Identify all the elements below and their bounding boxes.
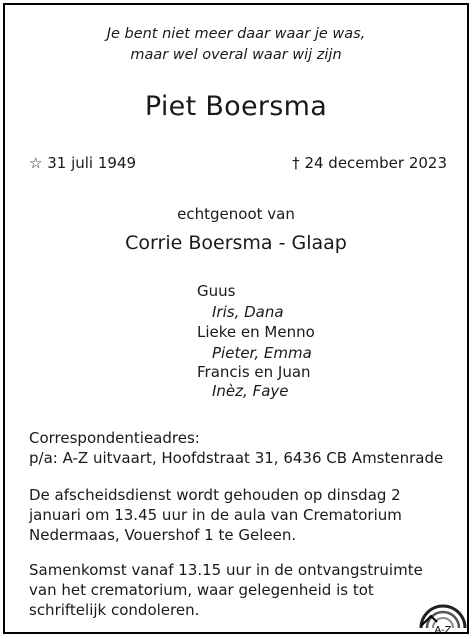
children-name: Francis en Juan [197, 363, 311, 381]
obituary-card [3, 3, 469, 634]
death-date-text: 24 december 2023 [304, 154, 447, 172]
children-name: Guus [197, 282, 236, 300]
birth-date-text: 31 juli 1949 [47, 154, 137, 172]
star-icon: ☆ [29, 154, 43, 172]
grandchildren-names: Pieter, Emma [212, 344, 312, 362]
death-date [292, 154, 447, 172]
service-info: De afscheidsdienst wordt gehouden op dinsdag 2 januari om 13.45 uur in de aula van Crematorium Nedermaas, Vouershof 1 te Geleen. [29, 486, 402, 544]
deceased-name: Piet Boersma [144, 91, 328, 122]
logo-text: A-Z [434, 625, 452, 634]
a-z-uitvaart-logo [417, 586, 469, 634]
cross-icon: † [292, 154, 300, 172]
relation-text: echtgenoot van [177, 205, 295, 223]
gathering-info: Samenkomst vanaf 13.15 uur in de ontvangstruimte van het crematorium, waar gelegenheid is tot schriftelijk condoleren. [29, 561, 423, 619]
grandchildren-names: Inèz, Faye [212, 382, 289, 400]
correspondence-label: Correspondentieadres: [29, 429, 200, 447]
motto-line-1: Je bent niet meer daar waar je was, [106, 26, 366, 42]
spouse-name: Corrie Boersma - Glaap [125, 232, 347, 254]
grandchildren-names: Iris, Dana [212, 303, 284, 321]
birth-date [29, 154, 136, 172]
correspondence-address: p/a: A-Z uitvaart, Hoofdstraat 31, 6436 CB Amstenrade [29, 449, 444, 467]
children-name: Lieke en Menno [197, 323, 315, 341]
motto-line-2: maar wel overal waar wij zijn [130, 47, 342, 63]
